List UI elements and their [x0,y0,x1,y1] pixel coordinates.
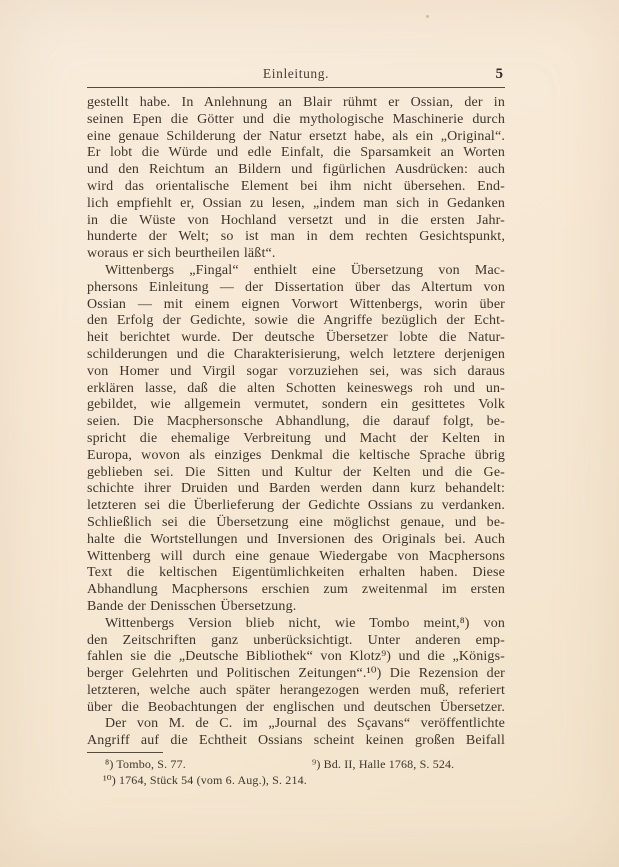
text-line: phersons Einleitung — der Dissertation über das Altertum von [87,279,505,295]
text-line: und den Reichtum an Bildern und figürlichen Ausdrücken: auch [87,162,505,178]
text-line: geblieben sei. Die Sitten und Kultur der Kelten und die Ge- [87,464,505,480]
text-line: den Erfolg der Gedichte, sowie die Angriffe bezüglich der Echt- [87,313,505,329]
text-line: woraus er sich beurtheilen läßt“. [87,246,276,262]
text-line: letzteren sei die Überlieferung der Gedichte Ossians zu verdanken. [87,498,505,514]
text-line: Er lobt die Würde und edle Einfalt, die Sparsamkeit an Worten [87,145,505,161]
text-line: Text die keltischen Eigentümlichkeiten erhalten haben. Diese [87,565,505,581]
text-line: Abhandlung Macphersons erschien zum zweitenmal im ersten [87,582,505,598]
text-line: lich empfiehlt er, Ossian zu lesen, „indem man sich in Gedanken [87,195,505,211]
footnote-separator [87,752,163,753]
text-line: spricht die ehemalige Verbreitung und Macht der Kelten in [87,430,505,446]
text-line: Ossian — mit einem eignen Vorwort Wittenbergs, worin über [87,296,505,312]
text-line: Schließlich sei die Übersetzung eine möglichst genaue, und be- [87,514,505,530]
text-line: von Homer und Virgil sogar vorzuziehen sei, was sich daraus [87,363,505,379]
text-line: letzteren, welche auch später herangezogen werden muß, referiert [87,682,505,698]
footnote-9: ⁹) Bd. II, Halle 1768, S. 524. [312,757,455,772]
body-text [87,95,505,750]
text-line: eine genaue Schilderung der Natur ersetzt habe, als ein „Original“. [87,128,505,144]
text-line: heit berichtet wurde. Der deutsche Übersetzer lobte die Natur- [87,330,505,346]
paragraph [87,716,505,750]
paragraph [87,263,505,616]
text-line: halte die Wortstellungen und Inversionen des Originals bei. Auch [87,531,505,547]
text-line: Wittenberg will durch eine genaue Wiedergabe von Macphersons [87,548,505,564]
running-header [87,64,505,88]
text-line: Der von M. de C. im „Journal des Sçavans“ veröffentlichte [105,716,505,732]
header-title: Einleitung. [262,66,330,81]
text-line: berger Gelehrten und Politischen Zeitungen“.¹⁰) Die Rezension der [87,666,505,682]
text-line: gebildet, wie allgemein vermutet, sondern ein gesittetes Volk [87,397,505,413]
footnote-8: ⁸) Tombo, S. 77. [105,757,186,772]
text-line: Angriff auf die Echtheit Ossians scheint keinen großen Beifall [87,733,505,749]
text-line: hunderte der Welt; so ist man in dem rechten Gesichtspunkt, [87,229,505,245]
text-line: seinen Epen die Götter und die mythologische Maschinerie durch [87,111,505,127]
text-line: wird das orientalische Element bei ihm nicht übersehen. End- [87,178,505,194]
paragraph [87,95,505,263]
text-line: Europa, wovon als einziges Denkmal die keltische Sprache übrig [87,447,505,463]
text-line: schilderungen und die Charakterisierung, welch letztere derjenigen [87,346,505,362]
text-line: seien. Die Macphersonsche Abhandlung, die darauf folgt, be- [87,414,505,430]
page-content [87,0,505,788]
page-number: 5 [495,66,503,82]
text-line: über die Beobachtungen der englischen und deutschen Übersetzer. [87,699,505,715]
text-line: Wittenbergs „Fingal“ enthielt eine Übersetzung von Mac- [105,262,505,278]
text-line: in die Wüste von Hochland versetzt und in die ersten Jahr- [87,212,505,228]
text-line: schichte ihrer Druiden und Barden werden dann kurz behandelt: [87,481,505,497]
paragraph [87,616,505,717]
text-line: erklären lasse, daß die alten Schotten keineswegs roh und un- [87,380,505,396]
footnotes [87,757,505,788]
text-line: Wittenbergs Version blieb nicht, wie Tombo meint,⁸) von [105,615,505,631]
footnote-10: ¹⁰) 1764, Stück 54 (vom 6. Aug.), S. 214. [103,772,307,787]
text-line: den Zeitschriften ganz unberücksichtigt. Unter anderen emp- [87,632,505,648]
footnote-row [87,757,505,773]
text-line: fahlen sie die „Deutsche Bibliothek“ von Klotz⁹) und die „Königs- [87,649,505,665]
text-line: gestellt habe. In Anlehnung an Blair rühmt er Ossian, der in [87,95,505,110]
text-line: Bande der Denisschen Übersetzung. [87,598,297,614]
